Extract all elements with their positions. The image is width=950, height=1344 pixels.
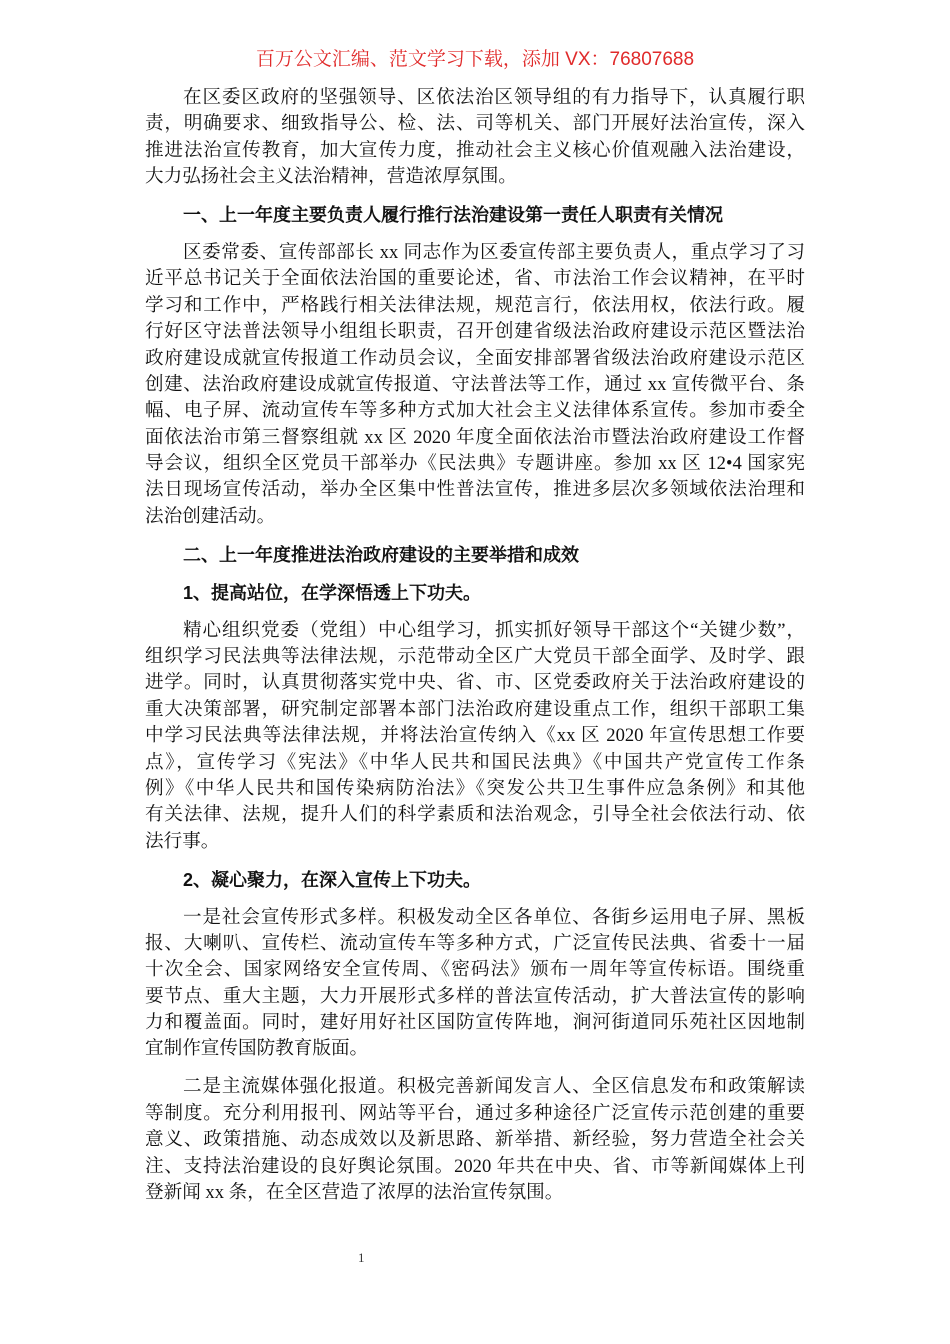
- paragraph: [145, 85, 805, 191]
- paragraph-line: 例》《中华人民共和国传染病防治法》《突发公共卫生事件应急条例》和其他: [145, 777, 805, 799]
- paragraph-line: 重大决策部署，研究制定部署本部门法治政府建设重点工作，组织干部职工集: [145, 698, 805, 720]
- paragraph-line: 法行事。: [145, 830, 220, 852]
- paragraph-line: 宜制作宣传国防教育版面。: [145, 1038, 369, 1060]
- paragraph-line: 导会议，组织全区党员干部举办《民法典》专题讲座。参加 xx 区 12•4 国家宪: [145, 453, 805, 475]
- paragraph: [145, 240, 805, 530]
- paragraph-line: 等制度。充分利用报刊、网站等平台，通过多种途径广泛宣传示范创建的重要: [145, 1102, 805, 1124]
- paragraph-line: 中学习民法典等法律法规，并将法治宣传纳入《xx 区 2020 年宣传思想工作要: [145, 725, 805, 747]
- watermark-title: 百万公文汇编、范文学习下载，添加 VX：76807688: [255, 49, 695, 70]
- paragraph-line: 法治创建活动。: [145, 505, 276, 527]
- paragraph-line: 近平总书记关于全面依法治国的重要论述，省、市法治工作会议精神，在平时: [145, 268, 805, 290]
- paragraph-line: 意义、政策措施、动态成效以及新思路、新举措、新经验，努力营造全社会关: [145, 1129, 805, 1151]
- document-body: [145, 85, 805, 1218]
- paragraph: [145, 905, 805, 1063]
- paragraph-line: 学习和工作中，严格践行相关法律法规，规范言行，依法用权，依法行政。履: [145, 294, 805, 316]
- paragraph-line: 二是主流媒体强化报道。积极完善新闻发言人、全区信息发布和政策解读: [183, 1076, 805, 1098]
- paragraph-line: 幅、电子屏、流动宣传车等多种方式加大社会主义法律体系宣传。参加市委全: [145, 400, 805, 422]
- section-heading: 1、提高站位，在学深悟透上下功夫。: [183, 582, 482, 603]
- paragraph-line: 行好区守法普法领导小组组长职责，召开创建省级法治政府建设示范区暨法治: [145, 321, 805, 343]
- paragraph-line: 责，明确要求、细致指导公、检、法、司等机关、部门开展好法治宣传，深入: [145, 113, 805, 135]
- paragraph-line: 进学。同时，认真贯彻落实党中央、省、市、区党委政府关于法治政府建设的: [145, 672, 805, 694]
- paragraph-line: 一是社会宣传形式多样。积极发动全区各单位、各街乡运用电子屏、黑板: [183, 906, 805, 928]
- paragraph-line: 组织学习民法典等法律法规，示范带动全区广大党员干部全面学、及时学、跟: [145, 645, 805, 667]
- paragraph-line: 创建、法治政府建设成就宣传报道、守法普法等工作，通过 xx 宣传微平台、条: [145, 373, 805, 395]
- paragraph-line: 有关法律、法规，提升人们的科学素质和法治观念，引导全社会依法行动、依: [145, 804, 805, 826]
- paragraph-line: 报、大喇叭、宣传栏、流动宣传车等多种方式，广泛宣传民法典、省委十一届: [145, 932, 805, 954]
- paragraph-line: 力和覆盖面。同时，建好用好社区国防宣传阵地，涧河街道同乐苑社区因地制: [145, 1012, 805, 1034]
- section-heading: 一、上一年度主要负责人履行推行法治建设第一责任人职责有关情况: [183, 205, 723, 226]
- paragraph-line: 法日现场宣传活动，举办全区集中性普法宣传，推进多层次多领域依法治理和: [145, 479, 805, 501]
- paragraph: [145, 1074, 805, 1206]
- paragraph-line: 推进法治宣传教育，加大宣传力度，推动社会主义核心价值观融入法治建设，: [145, 139, 805, 161]
- paragraph-line: 要节点、重大主题，大力开展形式多样的普法宣传活动，扩大普法宣传的影响: [145, 985, 805, 1007]
- paragraph-line: 区委常委、宣传部部长 xx 同志作为区委宣传部主要负责人，重点学习了习: [183, 241, 805, 263]
- section-heading: 二、上一年度推进法治政府建设的主要举措和成效: [183, 544, 579, 565]
- paragraph-line: 十次全会、国家网络安全宣传周、《密码法》颁布一周年等宣传标语。围绕重: [145, 959, 805, 981]
- paragraph-line: 大力弘扬社会主义法治精神，营造浓厚氛围。: [145, 166, 517, 188]
- paragraph-line: 精心组织党委（党组）中心组学习，抓实抓好领导干部这个“关键少数”，: [183, 619, 805, 641]
- paragraph-line: 在区委区政府的坚强领导、区依法治区领导组的有力指导下，认真履行职: [183, 87, 805, 108]
- paragraph: [145, 618, 805, 856]
- page-number: 1: [358, 1250, 365, 1265]
- paragraph-line: 注、支持法治建设的良好舆论氛围。2020 年共在中央、省、市等新闻媒体上刊: [145, 1155, 805, 1177]
- paragraph-line: 政府建设成就宣传报道工作动员会议，全面安排部署省级法治政府建设示范区: [145, 347, 805, 369]
- section-heading: 2、凝心聚力，在深入宣传上下功夫。: [183, 869, 482, 890]
- paragraph-line: 登新闻 xx 条，在全区营造了浓厚的法治宣传氛围。: [145, 1181, 564, 1203]
- paragraph-line: 点》，宣传学习《宪法》《中华人民共和国民法典》《中国共产党宣传工作条: [145, 751, 805, 773]
- paragraph-line: 面依法治市第三督察组就 xx 区 2020 年度全面依法治市暨法治政府建设工作督: [145, 426, 805, 448]
